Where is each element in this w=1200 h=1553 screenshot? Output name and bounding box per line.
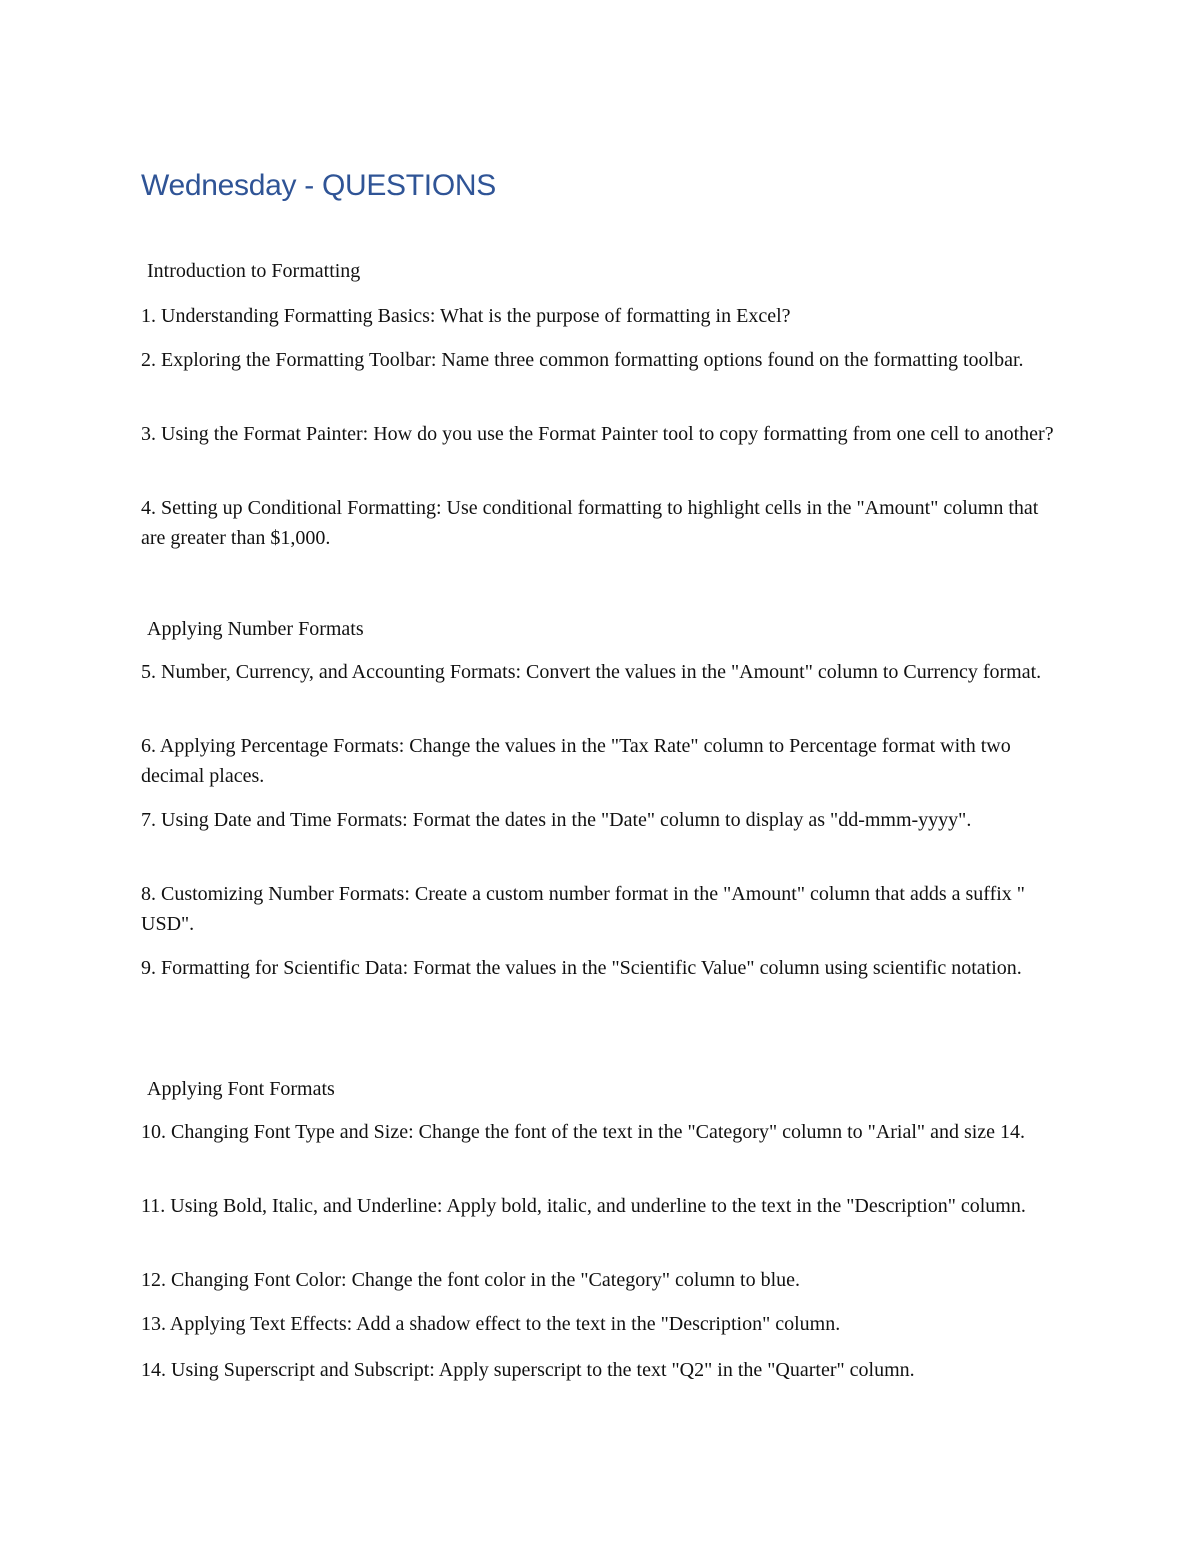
section-heading-introduction: Introduction to Formatting <box>147 260 361 282</box>
question-12: 12. Changing Font Color: Change the font color in the "Category" column to blue. <box>141 1269 801 1291</box>
question-3: 3. Using the Format Painter: How do you use the Format Painter tool to copy formatting from one cell to another? <box>141 423 1054 445</box>
section-heading-font-formats: Applying Font Formats <box>147 1078 335 1100</box>
question-4: 4. Setting up Conditional Formatting: Use conditional formatting to highlight cells in the "Amount" column that are greater than $1,000. <box>141 497 1039 549</box>
question-2: 2. Exploring the Formatting Toolbar: Name three common formatting options found on the formatting toolbar. <box>141 349 1024 371</box>
question-10: 10. Changing Font Type and Size: Change the font of the text in the "Category" column to "Arial" and size 14. <box>141 1121 1026 1143</box>
page-title: Wednesday - QUESTIONS <box>141 169 496 202</box>
question-6: 6. Applying Percentage Formats: Change the values in the "Tax Rate" column to Percentage format with two decimal places. <box>141 735 1011 787</box>
question-9: 9. Formatting for Scientific Data: Format the values in the "Scientific Value" column using scientific notation. <box>141 957 1022 979</box>
question-8: 8. Customizing Number Formats: Create a custom number format in the "Amount" column that adds a suffix " USD". <box>141 883 1025 935</box>
question-7: 7. Using Date and Time Formats: Format the dates in the "Date" column to display as "dd-mmm-yyyy". <box>141 809 972 831</box>
question-1: 1. Understanding Formatting Basics: What is the purpose of formatting in Excel? <box>141 305 791 327</box>
question-14: 14. Using Superscript and Subscript: Apply superscript to the text "Q2" in the "Quarter" column. <box>141 1359 915 1381</box>
question-11: 11. Using Bold, Italic, and Underline: Apply bold, italic, and underline to the text in the "Description" column. <box>141 1195 1026 1217</box>
section-heading-number-formats: Applying Number Formats <box>147 618 364 640</box>
question-13: 13. Applying Text Effects: Add a shadow effect to the text in the "Description" column. <box>141 1313 841 1335</box>
question-5: 5. Number, Currency, and Accounting Formats: Convert the values in the "Amount" column to Currency format. <box>141 661 1042 683</box>
